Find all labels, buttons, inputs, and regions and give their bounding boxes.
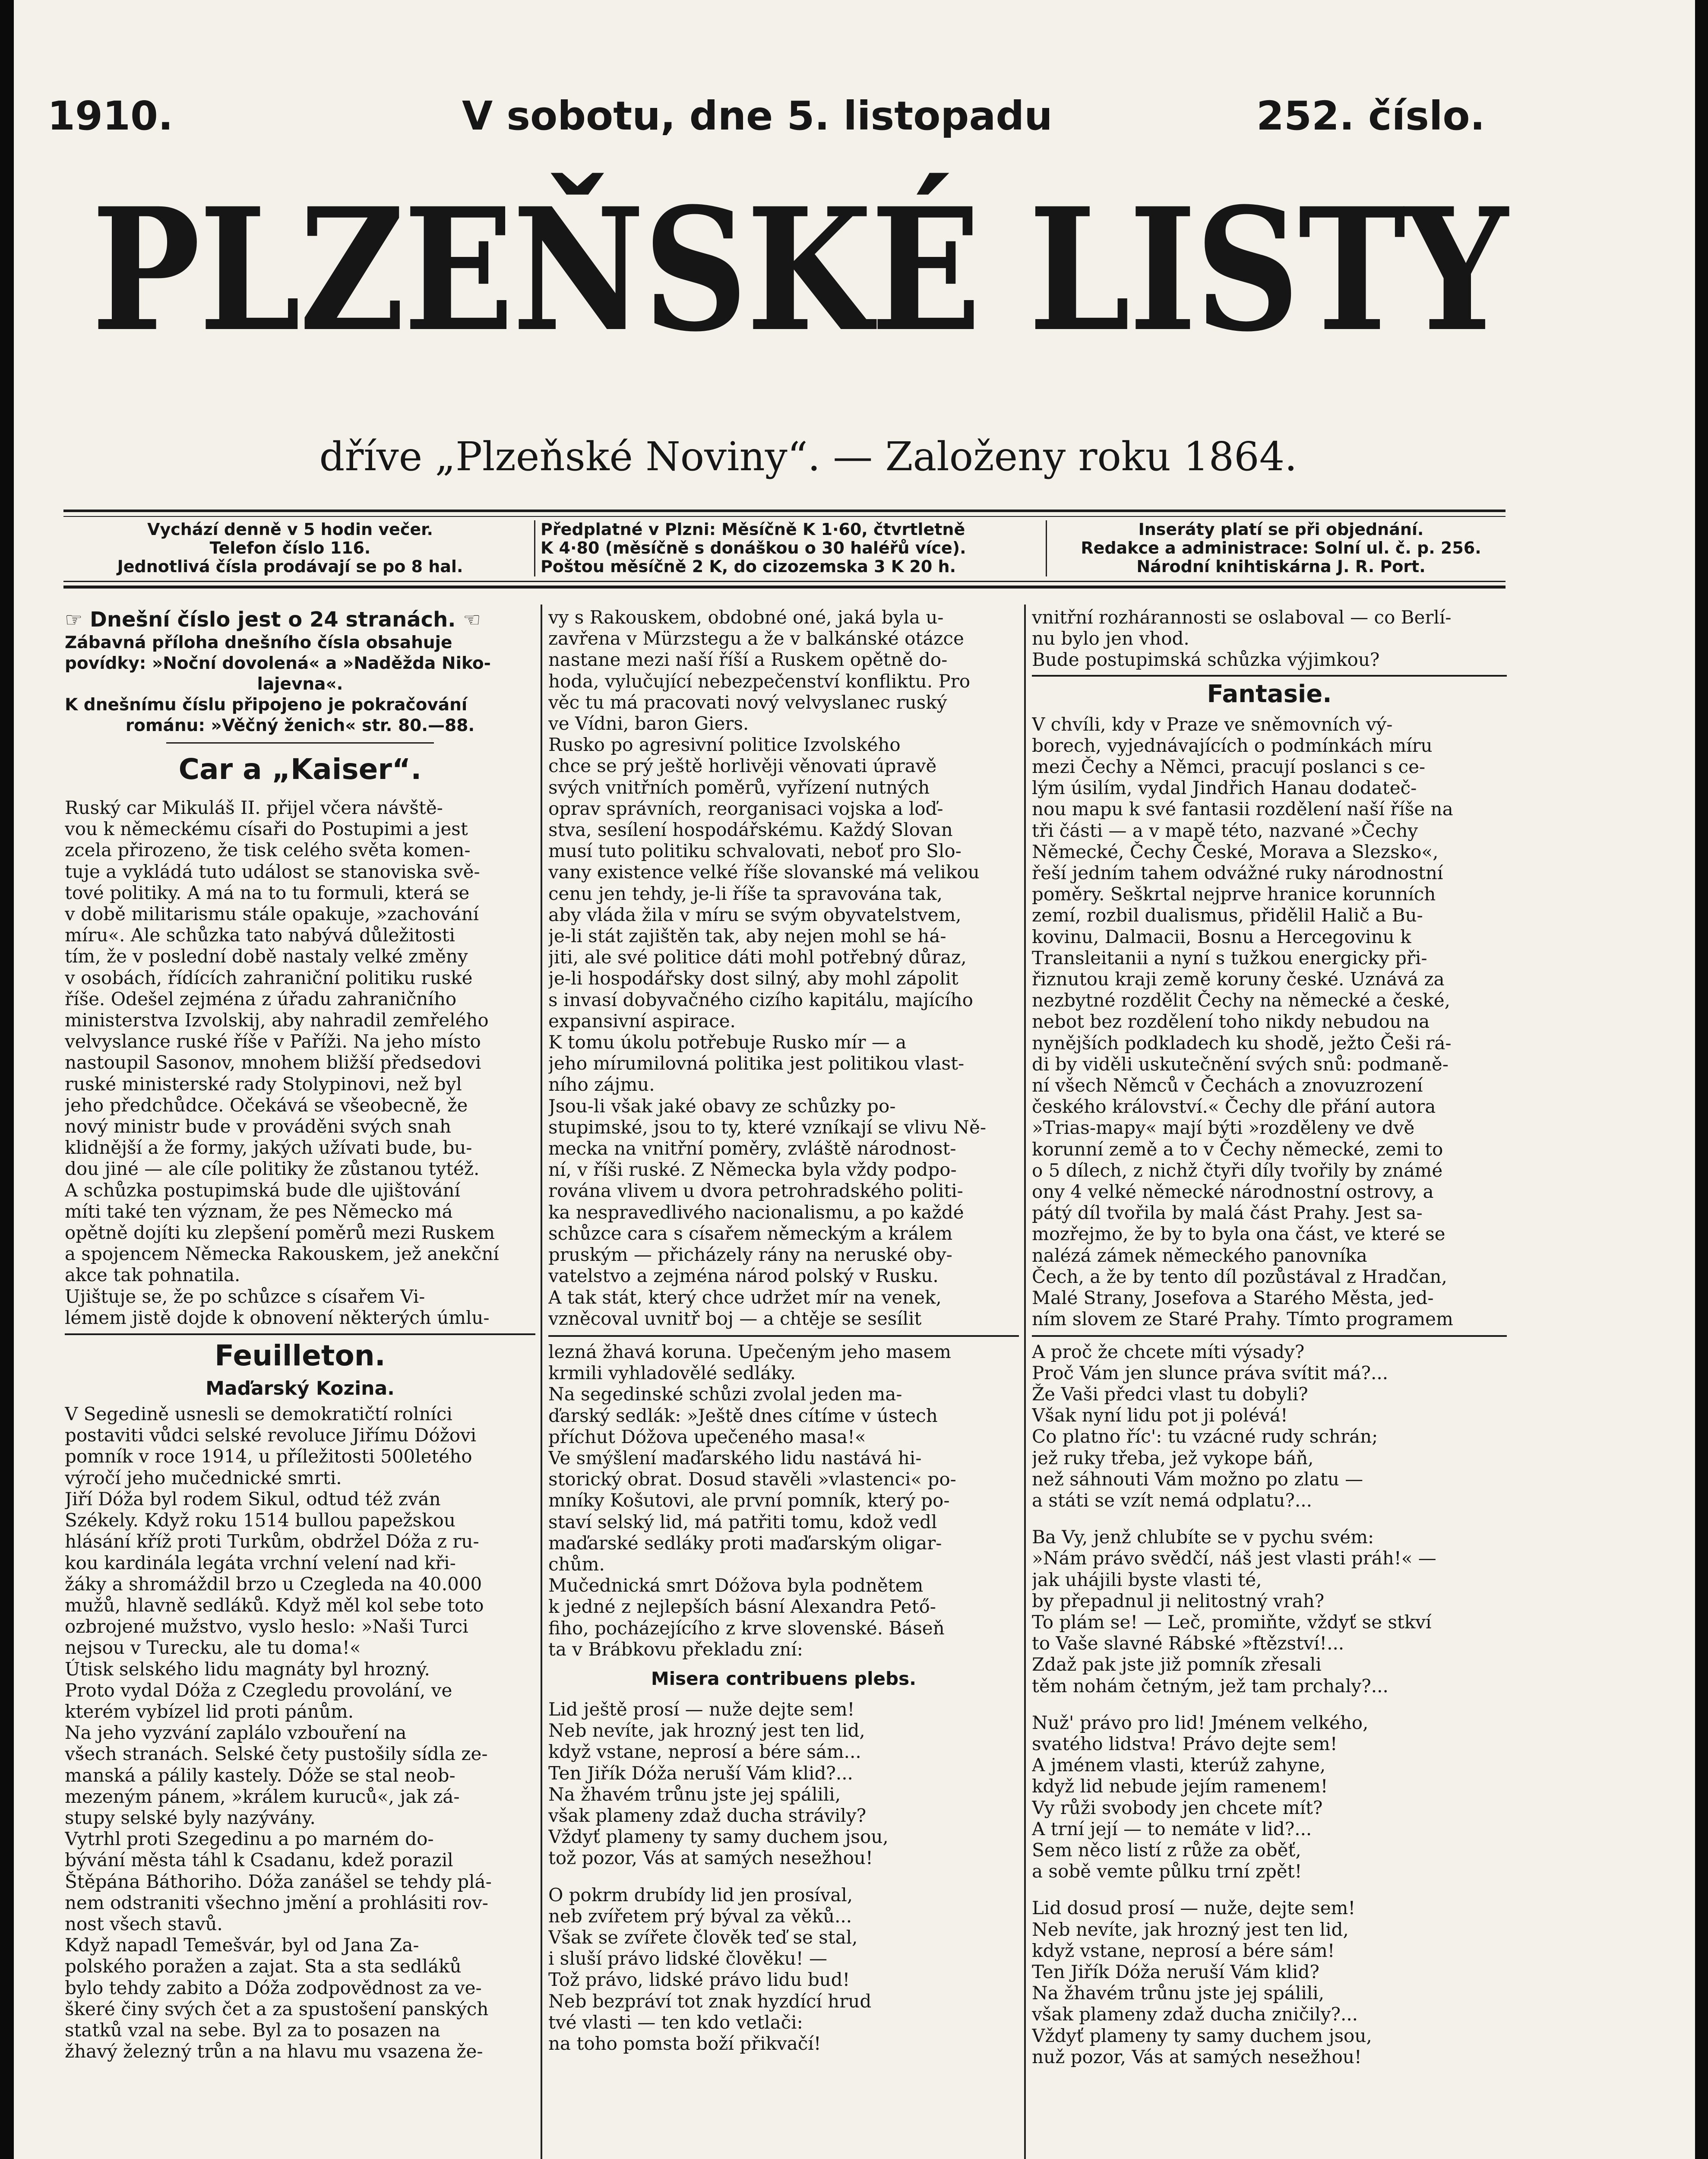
text-line: Proto vydal Dóža z Czegledu provolání, ve	[65, 1679, 452, 1701]
text-line: ozbrojené mužstvo, vyslo heslo: »Naši Turci	[65, 1616, 468, 1637]
text-line: kovinu, Dalmacii, Bosnu a Hercegovinu k	[1032, 926, 1411, 947]
text-line: Rusko po agresivní politice Izvolského	[548, 734, 901, 756]
poem-line: Neb nevíte, jak hrozný jest ten lid,	[548, 1720, 865, 1741]
text-line: tři části — a v mapě této, nazvané »Čechy	[1032, 820, 1418, 841]
info-middle: Předplatné v Plzni: Měsíčně K 1·60, čtvrtletně K 4·80 (měsíčně s donáškou o 30 haléřů více). Poštou měsíčně 2 K, do cizozemska 3 K 20 h.	[541, 520, 966, 576]
dateline	[47, 93, 1533, 149]
poem-line: Tož právo, lidské právo lidu bud!	[548, 1969, 850, 1991]
poem-line: Že Vaši předci vlast tu dobyli?	[1032, 1383, 1308, 1405]
text-line: Transleitanii a nyní s tužkou energicky při-	[1032, 947, 1427, 969]
poem-line: svatého lidstva! Právo dejte sem!	[1032, 1733, 1338, 1754]
text-line: Bude postupimská schůzka výjimkou?	[1032, 649, 1380, 671]
text-line: v osobách, řídících zahraniční politiku ruské	[65, 967, 473, 988]
text-line: žáky a shromáždil brzo u Czegleda na 40.000	[65, 1573, 482, 1595]
stanza-gap	[1032, 1882, 1507, 1897]
text-line: Čech, a že by tento díl pozůstával z Hradčan,	[1032, 1266, 1447, 1287]
text-line: Vytrhl proti Szegedinu a po marném do-	[65, 1828, 434, 1850]
text-line: stupy selské byly nazývány.	[65, 1807, 316, 1828]
stanza-gap	[548, 1869, 1019, 1884]
poem-line: Na žhavém trůnu jste jej spálili,	[548, 1783, 841, 1805]
poem-line: »Nám právo svědčí, náš jest vlasti práh!« —	[1032, 1548, 1436, 1569]
text-line: mužů, hlavně sedláků. Když měl kol sebe toto	[65, 1594, 484, 1616]
text-line: hlásání kříž proti Turkům, obdržel Dóža z ru-	[65, 1531, 479, 1552]
text-line: českého království.« Čechy dle přání autora	[1032, 1096, 1436, 1117]
text-line: Ujištuje se, že po schůzce s císařem Vi-	[65, 1285, 425, 1307]
fantasie-body	[1032, 714, 1507, 1330]
text-line: kterém vybízel lid proti pánům.	[65, 1700, 354, 1722]
text-line: ve Vídni, baron Giers.	[548, 713, 749, 734]
text-line: svých vnitřních poměrů, vyřízení nutných	[548, 776, 930, 798]
column-2	[548, 607, 1019, 2159]
text-line: pomník v roce 1914, u příležitosti 500letého	[65, 1446, 472, 1467]
text-line: fiho, pocházejícího z krve slovenské. Báseň	[548, 1617, 945, 1639]
text-line: velvyslance ruské říše v Paříži. Na jeho místo	[65, 1031, 481, 1052]
text-line: Malé Strany, Josefova a Starého Města, jed-	[1032, 1287, 1434, 1309]
text-line: nezbytné rozdělit Čechy na německé a české,	[1032, 990, 1450, 1011]
text-line: nový ministr bude v prováděni svých snah	[65, 1116, 452, 1137]
newspaper-page	[14, 0, 1695, 2159]
text-line: musí tuto politiku schvalovati, neboť pro Slo-	[548, 840, 962, 862]
text-line: říše. Odešel zejména z úřadu zahraničního	[65, 988, 457, 1010]
text-line: mezi Čechy a Němci, pracují poslanci s ce-	[1032, 756, 1426, 778]
text-line: řiznutou kraji země koruny české. Uznává za	[1032, 969, 1445, 990]
poem-line: a sobě vemte půlku trní zpět!	[1032, 1861, 1302, 1882]
text-line: ní všech Němců v Čechách a znovuzrození	[1032, 1075, 1423, 1096]
text-line: zcela přirozeno, že tisk celého světa komen-	[65, 839, 471, 861]
stanza-gap	[1032, 1697, 1507, 1712]
text-line: bylo tehdy zabito a Dóža zodpovědnost za ve-	[65, 1977, 482, 1998]
text-line: rována vlivem u dvora petrohradského politi-	[548, 1180, 963, 1202]
fantasie-title: Fantasie.	[1207, 680, 1332, 708]
info-divider	[534, 520, 535, 576]
poem-line: na toho pomsta boží přikvačí!	[548, 2033, 821, 2054]
text-line: A tak stát, který chce udržet mír na venek,	[548, 1286, 942, 1308]
text-line: statků vzal na sebe. Byl za to posazen na	[65, 2019, 440, 2041]
text-line: oprav správních, reorganisaci vojska a loď-	[548, 798, 943, 819]
text-line: tím, že v poslední době nastaly velké změny	[65, 946, 468, 967]
top-rule	[63, 510, 1506, 512]
date: V sobotu, dne 5. listopadu	[462, 93, 1053, 139]
poem-stanza	[1032, 1712, 1507, 1882]
poem	[548, 1699, 1019, 2054]
text-line: Štěpána Báthoriho. Dóža zanášel se tehdy plá-	[65, 1871, 492, 1892]
poem-line: Co platno říc': tu vzácné rudy schrán;	[1032, 1426, 1378, 1447]
divider	[166, 742, 434, 744]
poem-line: když vstane, neprosí a bére sám!	[1032, 1940, 1335, 1961]
feuilleton-continuation	[548, 1341, 1019, 1660]
text-line: dou jiné — ale cíle politiky že zůstanou tytéž.	[65, 1158, 480, 1180]
poem-line: A jménem vlasti, kterúž zahyne,	[1032, 1754, 1326, 1776]
text-line: di by viděli uskutečnění svých snů: podmaně-	[1032, 1053, 1449, 1075]
poem-line: To plám se! — Leč, promiňte, vždyť se stkví	[1032, 1611, 1432, 1633]
text-line: a spojencem Německa Rakouskem, jež anekční	[65, 1243, 499, 1265]
text-line: zemí, rozbil dualismus, přidělil Halič a Bu-	[1032, 905, 1423, 926]
text-line: nastoupil Sasonov, mnohem bližší předsedovi	[65, 1052, 481, 1073]
text-line: příchut Dóžova upečeného masa!«	[548, 1426, 866, 1447]
text-line: schůzce cara s císařem německým a králem	[548, 1222, 953, 1244]
poem-line: Však se zvířete člověk teď se stal,	[548, 1926, 858, 1948]
text-line: stva, sesílení hospodářskému. Každý Slovan	[548, 819, 953, 841]
poem-continuation	[1032, 1341, 1507, 2068]
feuilleton-body	[65, 1403, 535, 2062]
text-line: je-li stát zajištěn tak, aby nejen mohl se há-	[548, 925, 946, 947]
poem-line: Proč Vám jen slunce práva svítit má?...	[1032, 1362, 1389, 1383]
pointing-hand-icon: ☜	[463, 608, 481, 631]
poem-line: však plameny zdaž ducha strávily?	[548, 1804, 867, 1826]
masthead-title: PLZEŇSKÉ LISTY	[92, 171, 1507, 369]
text-line: ka nespravedlivého nacionalismu, a po každé	[548, 1201, 964, 1223]
text-line: cenu jen tehdy, je-li říše ta spravována tak,	[548, 883, 943, 904]
text-line: mezeným pánem, »králem kuruců«, jak zá-	[65, 1785, 460, 1807]
info-divider	[1046, 520, 1047, 576]
poem-line: to Vaše slavné Rábské »ftězství!...	[1032, 1633, 1344, 1654]
poem-line: Zdaž pak jste již pomník zřesali	[1032, 1654, 1322, 1675]
text-line: nou mapu k své fantasii rozdělení naší říše na	[1032, 798, 1453, 820]
text-line: lým úsilím, vydal Jindřich Hanau dodateč-	[1032, 777, 1417, 799]
text-line: manská a pálily kastely. Dóže se stal neob-	[65, 1764, 455, 1786]
text-line: Na segedinské schůzi zvolal jeden ma-	[548, 1383, 902, 1405]
poem-line: Neb bezpráví tot znak hyzdící hrud	[548, 1990, 872, 2012]
text-line: borech, vyjednávajících o podmínkách míru	[1032, 734, 1433, 756]
poem-line: A trní její — to nemáte v lid?...	[1032, 1818, 1312, 1839]
text-line: mníky Košutovi, ale první pomník, který po-	[548, 1490, 950, 1511]
article-end	[1032, 607, 1507, 671]
section-rule	[65, 1333, 535, 1335]
notice-line: Zábavná příloha dnešního čísla obsahuje	[65, 633, 452, 652]
notice-line: románu: »Věčný ženich« str. 80.—88.	[125, 716, 475, 735]
text-line: klidnější a že formy, jakých užívati bude, bu-	[65, 1137, 472, 1159]
text-line: mecka na vnitřní poměry, zvláště národnost-	[548, 1138, 956, 1159]
text-line: kou kardinála legáta vrchní velení nad kři-	[65, 1552, 456, 1573]
column-divider	[541, 605, 542, 2159]
poem-stanza	[1032, 1526, 1507, 1697]
text-line: Útisk selského lidu magnáty byl hrozný.	[65, 1658, 430, 1680]
poem-line: Na žhavém trůnu jste jej spálili,	[1032, 1982, 1325, 2004]
text-line: expansivní aspirace.	[548, 1010, 736, 1032]
poem-line: tvé vlasti — ten kdo vetlači:	[548, 2011, 803, 2033]
text-line: jeho předchůdce. Očekává se všeobecně, že	[65, 1094, 468, 1116]
poem-stanza	[1032, 1897, 1507, 2067]
poem-line: Vždyť plameny ty samy duchem jsou,	[548, 1826, 889, 1848]
poem-line: Nuž' právo pro lid! Jménem velkého,	[1032, 1712, 1369, 1733]
poem-line: těm nohám četným, jež tam prchaly?...	[1032, 1675, 1389, 1697]
text-line: Mučednická smrt Dóžova byla podnětem	[548, 1575, 924, 1596]
poem-line: Však nyní lidu pot ji polévá!	[1032, 1405, 1288, 1426]
text-line: Ruský car Mikuláš II. přijel včera návště-	[65, 797, 443, 818]
notice-line: lajevna«.	[257, 674, 343, 694]
text-line: nebot bez rozdělení toho nikdy nebudou na	[1032, 1011, 1430, 1032]
text-line: žhavý železný trůn a na hlavu mu vsazena že-	[65, 2041, 483, 2062]
notice-line: povídky: »Noční dovolená« a »Naděžda Niko-	[65, 654, 491, 673]
text-line: V chvíli, kdy v Praze ve sněmovních vý-	[1032, 713, 1393, 735]
text-line: staví selský lid, má patřiti tomu, kdož vedl	[548, 1511, 937, 1532]
text-line: nem odstraniti všechno jmění a prohlásiti rov-	[65, 1892, 488, 1913]
text-line: ďarský sedlák: »Ještě dnes cítíme v ústech	[548, 1405, 938, 1426]
text-line: akce tak pohnatila.	[65, 1264, 240, 1286]
pointing-hand-icon: ☞	[65, 608, 83, 631]
poem-line: když lid nebude jejím ramenem!	[1032, 1776, 1328, 1797]
text-line: o 5 dílech, z nichž čtyři díly tvořily by známé	[1032, 1159, 1443, 1181]
text-line: vy s Rakouskem, obdobné oné, jaká byla u-	[548, 607, 944, 628]
text-line: míru«. Ale schůzka tato nabývá důležitosti	[65, 924, 455, 946]
text-line: ního zájmu.	[548, 1074, 655, 1095]
feuilleton-title: Feuilleton.	[215, 1339, 386, 1373]
text-line: tuje a vykládá tuto událost se stanoviska svě-	[65, 861, 480, 882]
text-line: vou k německému císaři do Postupimi a jest	[65, 818, 468, 840]
text-line: nost všech stavů.	[65, 1913, 223, 1934]
poem-line: Lid ještě prosí — nuže dejte sem!	[548, 1698, 855, 1720]
text-line: nejsou v Turecku, ale tu doma!«	[65, 1637, 361, 1659]
issue-number: 252. číslo.	[1256, 93, 1485, 139]
text-line: mozřejmo, že by to byla ona část, ve které se	[1032, 1223, 1445, 1245]
text-line: aby vláda žila v míru se svým obyvatelstvem,	[548, 904, 962, 925]
text-line: k jedné z nejlepších básní Alexandra Pető-	[548, 1596, 936, 1618]
poem-stanza	[548, 1699, 1019, 1869]
text-line: jeho mírumilovná politika jest politikou vlast-	[548, 1053, 965, 1074]
section-rule	[1032, 1335, 1507, 1337]
poem-stanza	[1032, 1341, 1507, 1511]
text-line: Jsou-li však jaké obavy ze schůzky po-	[548, 1095, 896, 1117]
text-line: všech stranách. Selské čety pustošily sídla ze-	[65, 1743, 488, 1765]
poem-line: Ten Jiřík Dóža neruší Vám klid?...	[548, 1762, 853, 1784]
text-line: tové politiky. A má na to tu formuli, která se	[65, 882, 470, 903]
poem-line: tož pozor, Vás at samých nesežhou!	[548, 1847, 873, 1869]
column-3	[1032, 607, 1507, 2159]
poem-line: když vstane, neprosí a bére sám...	[548, 1741, 861, 1763]
text-line: stupimské, jsou to ty, které vzníkají se vlivu Ně-	[548, 1116, 987, 1138]
text-line: ruské ministerské rady Stolypinovi, než byl	[65, 1073, 462, 1095]
poem-line: Sem něco listí z růže za oběť,	[1032, 1839, 1301, 1861]
top-rule-thin	[63, 516, 1506, 517]
section-rule	[548, 1335, 1019, 1337]
info-left: Vychází denně v 5 hodin večer. Telefon číslo 116. Jednotlivá čísla prodávají se po 8 hal.	[117, 520, 463, 576]
text-line: polského poražen a zajat. Sta a sta sedláků	[65, 1956, 462, 1977]
year: 1910.	[47, 93, 174, 139]
poem-line: nuž pozor, Vás at samých nesežhou!	[1032, 2046, 1362, 2067]
text-line: postaviti vůdci selské revoluce Jiřímu Dóžovi	[65, 1425, 477, 1446]
text-line: ministerstva Izvolskij, aby nahradil zemřelého	[65, 1010, 489, 1031]
poem-line: neb zvířetem prý býval za věků...	[548, 1905, 852, 1927]
article-title: Car a „Kaiser“.	[178, 753, 422, 786]
text-line: korunní země a to v Čechy německé, zemi to	[1032, 1138, 1443, 1160]
text-line: bývání města táhl k Csadanu, kdež porazil	[65, 1849, 453, 1871]
text-line: V Segedině usnesli se demokratičtí rolníci	[65, 1403, 452, 1425]
poem-line: jak uhájili byste vlasti té,	[1032, 1569, 1262, 1590]
text-line: vzněcoval uvnitř boj — a chtěje se sesílit	[548, 1307, 922, 1329]
text-line: řeší jedním tahem odvážné ruky národnostní	[1032, 862, 1443, 884]
article-body	[65, 797, 535, 1328]
text-line: opětně dojíti ku zlepšení poměrů mezi Ruskem	[65, 1222, 495, 1244]
text-line: škeré činy svých čet a za spustošení panských	[65, 1998, 489, 2020]
poem-line: Ten Jiřík Dóža neruší Vám klid?	[1032, 1961, 1319, 1982]
feuilleton-subtitle: Maďarský Kozina.	[206, 1377, 395, 1400]
text-line: v době militarismu stále opakuje, »zachování	[65, 903, 479, 925]
text-line: Székely. Když roku 1514 bullou papežskou	[65, 1510, 455, 1531]
text-line: Na jeho vyzvání zaplálo vzbouření na	[65, 1722, 407, 1744]
text-line: jiti, ale své politice dáti mohl potřebný důraz,	[548, 947, 967, 968]
info-right: Inseráty platí se při objednání. Redakce a administrace: Solní ul. č. p. 256. Národní knihtiskárna J. R. Port.	[1081, 520, 1481, 576]
poem-line: O pokrm drubídy lid jen prosíval,	[548, 1884, 853, 1906]
poem-line: Lid dosud prosí — nuže, dejte sem!	[1032, 1897, 1356, 1919]
text-line: poměry. Seškrtal nejprve hranice korunních	[1032, 883, 1436, 905]
poem-line: však plameny zdaž ducha zničily?...	[1032, 2004, 1358, 2025]
article-continuation	[548, 607, 1019, 1329]
text-line: ní, v říši ruské. Z Německa byla vždy podpo-	[548, 1159, 957, 1181]
text-line: chce se prý ještě horlivěji věnovati úpravě	[548, 755, 937, 777]
text-line: storický obrat. Dosud stavěli »vlastenci« po-	[548, 1469, 956, 1490]
poem-line: Vy růži svobody jen chcete mít?	[1032, 1797, 1323, 1818]
text-line: vatelstvo a zejména národ polský v Rusku.	[548, 1265, 939, 1287]
column-divider	[1024, 605, 1026, 2159]
text-line: chům.	[548, 1553, 605, 1575]
text-line: vany existence velké říše slovanské má velikou	[548, 861, 980, 883]
poem-stanza	[548, 1884, 1019, 2055]
notice-heading: ☞ Dnešní číslo jest o 24 stranách. ☜	[65, 608, 481, 632]
poem-line: Ba Vy, jenž chlubíte se v pychu svém:	[1032, 1526, 1374, 1548]
poem-line: A proč že chcete míti výsady?	[1032, 1341, 1305, 1362]
poem-line: než sáhnouti Vám možno po zlatu —	[1032, 1468, 1363, 1490]
text-line: hoda, vylučující nebezpečenství konfliktu. Pro	[548, 670, 971, 692]
text-line: lezná žhavá koruna. Upečeným jeho masem	[548, 1341, 951, 1362]
text-line: zavřena v Mürzstegu a že v balkánské otázce	[548, 628, 964, 649]
text-line: výročí jeho mučednické smrti.	[65, 1467, 342, 1488]
info-bottom-rule-thick	[63, 586, 1506, 589]
poem-line: a státi se vzít nemá odplatu?...	[1032, 1489, 1312, 1511]
text-line: věc tu má pracovati nový velvyslanec ruský	[548, 691, 947, 713]
text-line: nastane mezi naší říší a Ruskem opětně do-	[548, 649, 948, 671]
text-line: Německé, Čechy České, Morava a Slezsko«,	[1032, 841, 1439, 862]
stanza-gap	[1032, 1511, 1507, 1526]
text-line: »Trias-mapy« mají býti »rozděleny ve dvě	[1032, 1117, 1415, 1139]
text-line: Jiří Dóža byl rodem Sikul, odtud též zván	[65, 1488, 441, 1510]
poem-line: jež ruky třeba, jež vykope báň,	[1032, 1447, 1314, 1469]
text-line: Když napadl Temešvár, byl od Jana Za-	[65, 1934, 419, 1956]
text-line: ním slovem ze Staré Prahy. Tímto programem	[1032, 1308, 1453, 1330]
text-line: maďarské sedláky proti maďarským oligar-	[548, 1532, 942, 1554]
notice-line: K dnešnímu číslu připojeno je pokračování	[65, 695, 468, 715]
text-line: s invasí dobyvačného cizího kapitálu, majícího	[548, 989, 973, 1010]
poem-line: Neb nevíte, jak hrozný jest ten lid,	[1032, 1918, 1349, 1940]
text-line: míti také ten význam, že pes Německo má	[65, 1200, 453, 1222]
poem-title: Misera contribuens plebs.	[651, 1668, 917, 1689]
poem-line: by přepadnul ji nelitostný vrah?	[1032, 1590, 1325, 1611]
text-line: Ve smýšlení maďarského lidu nastává hi-	[548, 1447, 922, 1469]
text-line: nu bylo jen vhod.	[1032, 628, 1189, 649]
poem-line: Vždyť plameny ty samy duchem jsou,	[1032, 2025, 1372, 2046]
column-1	[65, 607, 535, 2159]
text-line: vnitřní rozhárannosti se oslaboval — co Berlí-	[1032, 607, 1452, 628]
info-bottom-rule	[63, 581, 1506, 582]
text-line: A schůzka postupimská bude dle ujištování	[65, 1179, 461, 1201]
text-line: je-li hospodářsky dost silný, aby mohl zápolit	[548, 968, 958, 989]
poem-line: i sluší právo lidské člověku! —	[548, 1948, 828, 1969]
text-line: pátý díl tvořila by malá část Prahy. Jest sa-	[1032, 1202, 1423, 1224]
text-line: ta v Brábkovu překladu zní:	[548, 1638, 803, 1660]
text-line: krmili vyhladovělé sedláky.	[548, 1362, 796, 1384]
section-rule	[1032, 675, 1507, 677]
text-line: lémem jistě dojde k obnovení některých úmlu-	[65, 1307, 490, 1328]
masthead-subtitle: dříve „Plzeňské Noviny“. — Založeny roku 1864.	[319, 434, 1297, 480]
text-line: K tomu úkolu potřebuje Rusko mír — a	[548, 1032, 907, 1053]
text-line: nynějších podkladech ku shodě, ježto Češi rá-	[1032, 1032, 1452, 1054]
text-line: ony 4 velké německé národnostní ostrovy, a	[1032, 1181, 1434, 1203]
text-line: nalézá zámek německého panovníka	[1032, 1244, 1367, 1266]
text-line: pruským — přicházely rány na neruské oby-	[548, 1244, 952, 1266]
